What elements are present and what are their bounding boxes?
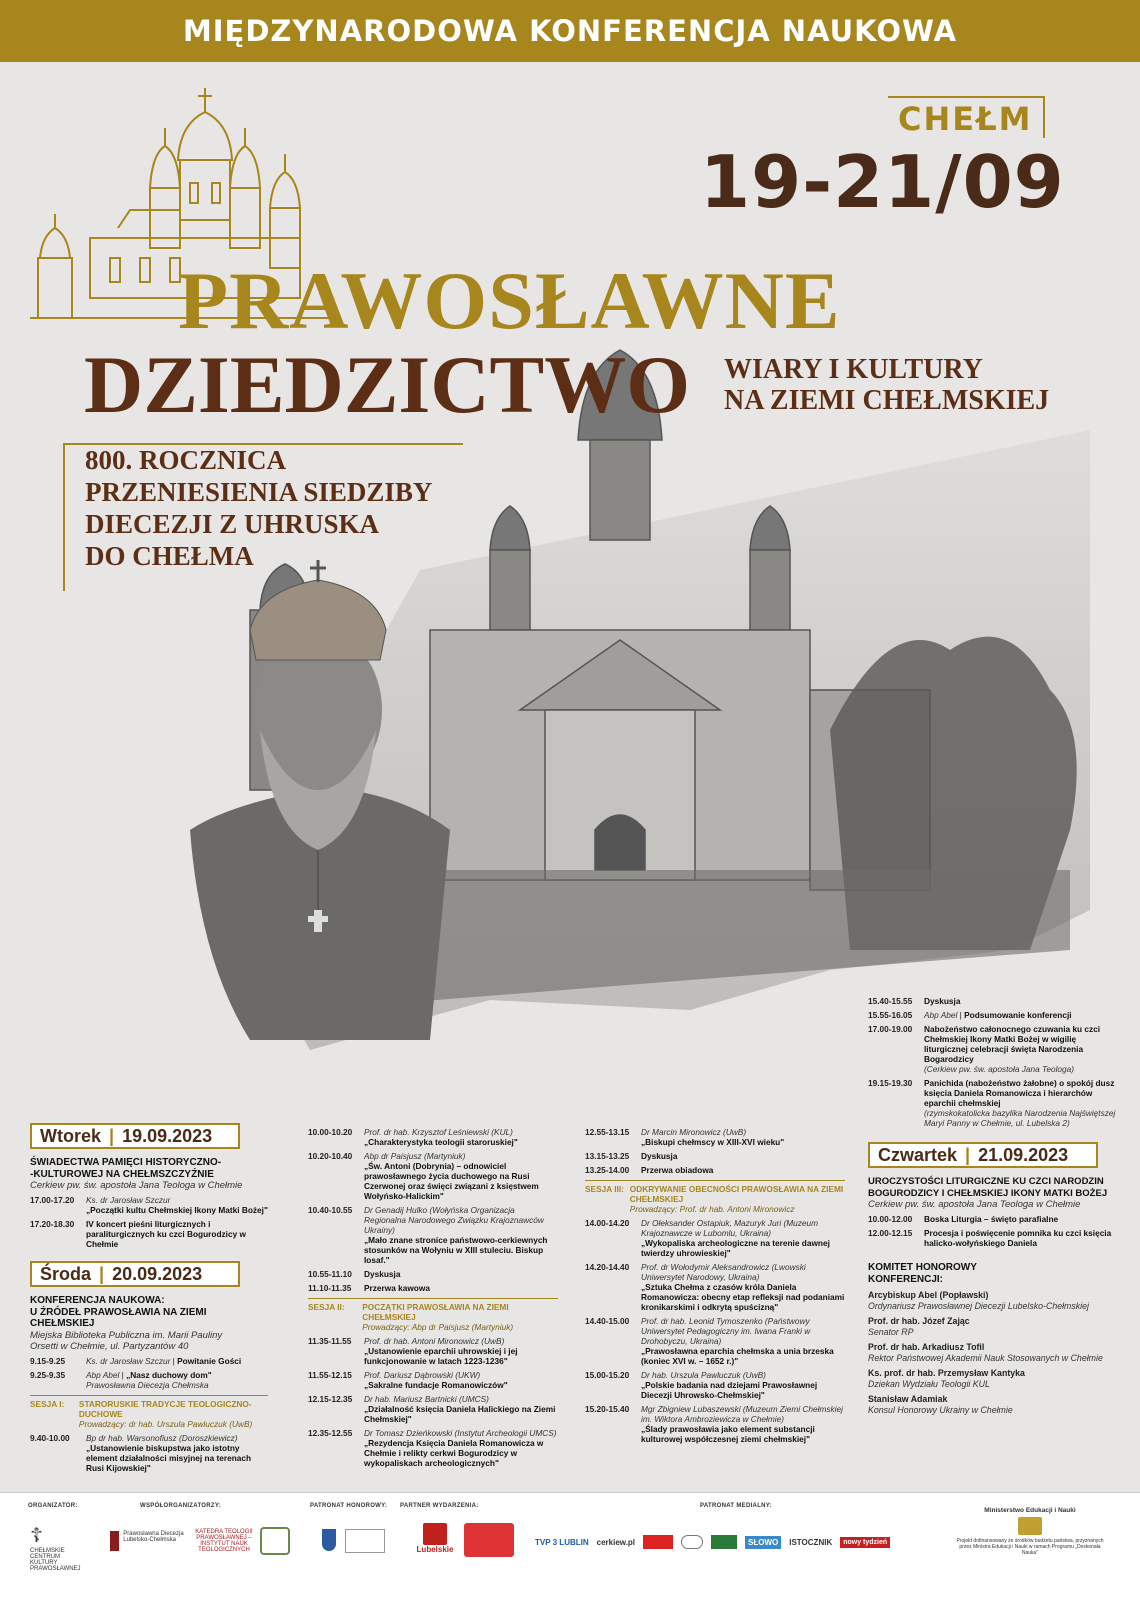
item-speaker: Dr hab. Urszula Pawluczuk (UwB)	[641, 1370, 766, 1380]
item-time: 19.15-19.30	[868, 1078, 913, 1088]
program-item: 9.25-9.35 Abp Abel | „Nasz duchowy dom" Prawosławna Diecezja Chełmska	[30, 1369, 212, 1390]
committee-member	[868, 1342, 1120, 1363]
item-speaker: Abp Abel	[86, 1369, 120, 1380]
top-banner: MIĘDZYNARODOWA KONFERENCJA NAUKOWA	[0, 0, 1140, 62]
item-title: „Polskie badania nad dziejami Prawosławnej Diecezji Uhrowsko-Chełmskiej"	[641, 1380, 818, 1400]
member-role: Konsul Honorowy Ukrainy w Chełmie	[868, 1404, 1013, 1415]
media-logo-icon	[711, 1535, 737, 1549]
program-item	[308, 1428, 558, 1468]
member-name: Prof. dr hab. Arkadiusz Tofil	[868, 1342, 985, 1352]
coat-of-arms-icon	[322, 1529, 336, 1551]
title-line-1: PRAWOSŁAWNE	[178, 255, 841, 346]
program-item	[308, 1151, 558, 1201]
organizer-logo: ☦ CHEŁMSKIE CENTRUM KULTURY PRAWOSŁAWNEJ	[30, 1525, 81, 1572]
item-time: 14.40-15.00	[585, 1316, 630, 1326]
honorary-logo	[345, 1529, 385, 1553]
event-dates: 19-21/09	[700, 140, 1065, 224]
item-time: 14.20-14.40	[585, 1262, 630, 1272]
session-label: SESJA II:	[308, 1302, 345, 1312]
column-2	[308, 1123, 558, 1468]
item-title: Dyskusja	[364, 1269, 401, 1279]
item-title: „Działalność księcia Daniela Halickiego na Ziemi Chełmskiej"	[364, 1404, 556, 1424]
section-title: U ŹRÓDEŁ PRAWOSŁAWIA NA ZIEMI CHEŁMSKIEJ	[30, 1306, 207, 1329]
item-time: 15.20-15.40	[585, 1404, 630, 1414]
program-item	[30, 1195, 268, 1215]
item-title: Procesja i poświęcenie pomnika ku czci księcia halicko-wołyńskiego Daniela	[924, 1228, 1112, 1248]
footer-label: ORGANIZATOR:	[28, 1503, 78, 1509]
item-time: 10.55-11.10	[308, 1269, 352, 1279]
media-logo: cerkiew.pl	[596, 1537, 636, 1547]
item-speaker: Ks. dr Jarosław Szczur	[86, 1195, 171, 1205]
item-title: „Początki kultu Chełmskiej Ikony Matki Bożej"	[86, 1205, 268, 1215]
item-title: „Biskupi chełmscy w XIII-XVI wieku"	[641, 1137, 785, 1147]
anniv-line: PRZENIESIENIA SIEDZIBY	[85, 477, 433, 507]
partner-logo-2	[464, 1523, 514, 1557]
session-header	[585, 1180, 845, 1214]
item-title: „Sztuka Chełma z czasów króla Daniela Romanowicza: obecny etap refleksji nad podaniami kronikarskimi i odkrytą spuścizną"	[641, 1282, 845, 1312]
program-item	[868, 1078, 1120, 1128]
item-time: 10.00-12.00	[868, 1214, 913, 1224]
member-name: Ks. prof. dr hab. Przemysław Kantyka	[868, 1368, 1025, 1378]
item-time: 9.25-9.35	[30, 1369, 66, 1380]
venue: Cerkiew pw. św. apostoła Jana Teologa w Chełmie	[868, 1199, 1081, 1210]
program-item	[308, 1336, 558, 1366]
item-time: 17.00-17.20	[30, 1195, 75, 1205]
column-1	[30, 1123, 268, 1473]
item-time: 15.00-15.20	[585, 1370, 630, 1380]
item-speaker: Prof. dr hab. Leonid Tymoszenko (Państwowy Uniwersytet Pedagogiczny im. Iwana Franki w Drohobyczu, Ukraina)	[641, 1316, 811, 1346]
day-name: Czwartek	[878, 1144, 958, 1165]
session-title: POCZĄTKI PRAWOSŁAWIA NA ZIEMI CHEŁMSKIEJ	[362, 1302, 509, 1322]
item-title: „Nasz duchowy dom"	[126, 1369, 212, 1380]
item-speaker: Dr Marcin Mironowicz (UwB)	[641, 1127, 747, 1137]
item-time: 9.40-10.00	[30, 1432, 70, 1443]
session-title: STARORUSKIE TRADYCJE TEOLOGICZNO-DUCHOWE	[78, 1398, 252, 1419]
item-title: „Ślady prawosławia jako element substancji kulturowej współczesnej ziemi chełmskiej"	[641, 1424, 815, 1444]
venue: Miejska Biblioteka Publiczna im. Marii Pauliny	[30, 1329, 223, 1341]
item-title: Panichida (nabożeństwo żałobne) o spokój dusz księcia Daniela Romanowicza i hierarchów eparchii chełmskiej	[924, 1078, 1115, 1108]
coorganizer-logo	[195, 1529, 253, 1553]
anniv-line: DIECEZJI Z UHRUSKA	[85, 509, 380, 539]
item-time: 15.55-16.05	[868, 1010, 913, 1020]
footer-label: PATRONAT MEDIALNY:	[700, 1503, 772, 1509]
title-line-3b: NA ZIEMI CHEŁMSKIEJ	[724, 385, 1050, 416]
program-item	[585, 1262, 845, 1312]
item-speaker: Abp Abel	[924, 1010, 958, 1020]
ministry-logo	[955, 1507, 1105, 1556]
logo-text: Lubelskie	[416, 1545, 454, 1554]
program-item	[868, 1214, 1120, 1224]
logo-text: Ministerstwo Edukacji i Nauki	[984, 1507, 1076, 1514]
section-title: BOGURODZICY I CHEŁMSKIEJ IKONY MATKI BOŻEJ	[868, 1187, 1108, 1199]
item-time: 12.15-12.35	[308, 1394, 353, 1404]
item-venue: (Cerkiew pw. św. apostoła Jana Teologa)	[924, 1064, 1075, 1074]
item-time: 10.20-10.40	[308, 1151, 353, 1161]
member-role: Dziekan Wydziału Teologii KUL	[868, 1378, 990, 1389]
session-header	[30, 1395, 268, 1429]
session-label: SESJA I:	[30, 1398, 65, 1409]
item-title: „Charakterystyka teologii staroruskiej"	[364, 1137, 518, 1147]
day-date: 19.09.2023	[122, 1125, 213, 1146]
program-item	[585, 1370, 845, 1400]
committee-title: KONFERENCJI:	[868, 1273, 944, 1285]
item-venue: (rzymskokatolicka bazylika Narodzenia Najświętszej Maryi Panny w Chełmie, ul. Lubelska 2)	[924, 1108, 1116, 1128]
item-title: Dyskusja	[641, 1151, 678, 1161]
committee-member	[868, 1316, 1120, 1337]
item-title: „Ustanowienie biskupstwa jako istotny element działalności misyjnej na terenach Rusi Kijowskiej"	[86, 1442, 252, 1473]
item-time: 13.25-14.00	[585, 1165, 630, 1175]
ministry-emblem-icon	[1018, 1517, 1042, 1535]
title-line-3a: WIARY I KULTURY	[724, 354, 983, 385]
committee-member	[868, 1394, 1120, 1415]
item-time: 17.00-19.00	[868, 1024, 913, 1034]
item-time: 13.15-13.25	[585, 1151, 630, 1161]
item-time: 11.10-11.35	[308, 1283, 352, 1293]
program-item	[585, 1218, 845, 1258]
item-speaker: Prof. dr Wołodymir Aleksandrowicz (Lwowski Uniwersytet Narodowy, Ukraina)	[641, 1262, 806, 1282]
title-line-2: DZIEDZICTWO	[84, 339, 691, 430]
item-time: 14.00-14.20	[585, 1218, 630, 1228]
item-title: „Św. Antoni (Dobrynia) – odnowiciel prawosławnego życia duchowego na Rusi Czerwonej oraz święci związani z księstwem Wołyńsko-Halickim"	[364, 1161, 539, 1201]
program-item	[308, 1394, 558, 1424]
item-title: Podsumowanie konferencji	[964, 1010, 1072, 1020]
footer-label: WSPÓŁORGANIZATORZY:	[140, 1503, 222, 1509]
item-speaker: Dr Tomasz Dzieńkowski (Instytut Archeologii UMCS)	[364, 1428, 557, 1438]
section-title: ŚWIADECTWA PAMIĘCI HISTORYCZNO-	[30, 1157, 222, 1168]
media-logo-icon	[681, 1535, 703, 1549]
partner-logo	[410, 1523, 460, 1554]
item-speaker: Mgr Zbigniew Lubaszewski (Muzeum Ziemi Chełmskiej im. Wiktora Ambroziewicza w Chełmie)	[641, 1404, 843, 1424]
program-item	[30, 1433, 268, 1473]
logo-text: KATEDRA TEOLOGII PRAWOSŁAWNEJ – INSTYTUT NAUK TEOLOGICZNYCH	[195, 1529, 253, 1553]
committee-member	[868, 1290, 1120, 1311]
day-name: Środa	[40, 1263, 92, 1284]
column-3	[585, 1123, 845, 1444]
program-item	[308, 1283, 558, 1293]
item-title: IV koncert pieśni liturgicznych i paraliturgicznych ku czci Bogurodzicy w Chełmie	[86, 1219, 246, 1249]
day-header-tuesday: Wtorek | 19.09.2023	[30, 1123, 240, 1149]
logo-text: Prawosławna Diecezja Lubelsko-Chełmska	[123, 1531, 184, 1543]
program-item	[585, 1151, 845, 1161]
member-role: Rektor Państwowej Akademii Nauk Stosowanych w Chełmie	[868, 1352, 1103, 1363]
item-time: 9.15-9.25	[30, 1355, 66, 1366]
member-name: Prof. dr hab. Józef Zając	[868, 1316, 970, 1326]
program-item	[308, 1269, 558, 1279]
program-item	[585, 1127, 845, 1147]
program-item	[868, 1024, 1120, 1074]
logo-note: Projekt dofinansowany ze środków budżetu państwa, przyznanych przez Ministra Edukacji i Nauki w ramach Programu „Doskonała Nauka"	[956, 1538, 1104, 1556]
program-item: 9.15-9.25 Ks. dr Jarosław Szczur | Powitanie Gości	[30, 1355, 242, 1366]
item-title: „Wykopaliska archeologiczne na terenie dawnej twierdzy uhrowieskiej"	[641, 1238, 830, 1258]
program-item	[585, 1404, 845, 1444]
logo-text: CHEŁMSKIE CENTRUM KULTURY PRAWOSŁAWNEJ	[30, 1548, 81, 1572]
item-title: Boska Liturgia – święto parafialne	[924, 1214, 1059, 1224]
program-item: 15.55-16.05 Abp Abel | Podsumowanie konferencji	[868, 1010, 1072, 1020]
member-role: Ordynariusz Prawosławnej Diecezji Lubelsko-Chełmskiej	[868, 1300, 1089, 1311]
media-logo: SŁOWO	[745, 1536, 781, 1549]
coorganizer-logo	[110, 1531, 190, 1551]
venue: Orsetti w Chełmie, ul. Partyzantów 40	[30, 1340, 189, 1352]
item-speaker: Abp dr Paisjusz (Martyniuk)	[364, 1151, 466, 1161]
item-title: Nabożeństwo całonocnego czuwania ku czci Chełmskiej Ikony Matki Bożej w wigilię liturgicznej celebracji święta Narodzenia Bogarodzicy	[924, 1024, 1101, 1064]
media-logo: TVP 3 LUBLIN	[535, 1537, 589, 1547]
media-logo: ISTOCZNIK	[789, 1537, 833, 1547]
item-time: 17.20-18.30	[30, 1219, 75, 1229]
footer-label: PARTNER WYDARZENIA:	[400, 1503, 479, 1509]
day-date: 21.09.2023	[978, 1144, 1069, 1165]
item-speaker: Prof. dr hab. Krzysztof Leśniewski (KUL)	[364, 1127, 513, 1137]
anniv-line: DO CHEŁMA	[85, 541, 254, 571]
session-lead: Prowadzący: Prof. dr hab. Antoni Mironowicz	[629, 1204, 795, 1214]
footer-label: PATRONAT HONOROWY:	[310, 1503, 388, 1509]
day-header-wednesday: Środa | 20.09.2023	[30, 1261, 240, 1287]
item-time: 10.40-10.55	[308, 1205, 353, 1215]
day-date: 20.09.2023	[112, 1263, 203, 1284]
item-title: Powitanie Gości	[177, 1355, 242, 1366]
item-title: Przerwa obiadowa	[641, 1165, 714, 1175]
program-item	[308, 1205, 558, 1265]
program-item	[308, 1370, 558, 1390]
item-title: „Rezydencja Księcia Daniela Romanowicza w Chełmie i relikty cerkwi Bogurodzicy w wykopaliskach archeologicznych"	[364, 1438, 544, 1468]
item-speaker: Dr hab. Mariusz Bartnicki (UMCS)	[364, 1394, 489, 1404]
item-speaker: Bp dr hab. Warsonofiusz (Doroszkiewicz)	[86, 1432, 238, 1443]
item-time: 11.35-11.55	[308, 1336, 352, 1346]
program-item	[868, 996, 1120, 1006]
committee-list	[868, 1290, 1120, 1415]
committee-member	[868, 1368, 1120, 1389]
item-title: „Ustanowienie eparchii uhrowskiej i jej funkcjonowanie w latach 1223-1236"	[364, 1346, 518, 1366]
item-speaker: Ks. dr Jarosław Szczur	[86, 1355, 171, 1366]
session-label: SESJA III:	[585, 1184, 624, 1194]
section-title: -KULTUROWEJ NA CHEŁMSZCZYŹNIE	[30, 1168, 214, 1180]
session-header	[308, 1298, 558, 1332]
item-title: „Sakralne fundacje Romanowiczów"	[364, 1380, 508, 1390]
member-role: Senator RP	[868, 1326, 914, 1337]
session-lead: Prowadzący: Abp dr Paisjusz (Martyniuk)	[362, 1322, 514, 1332]
item-note: Prawosławna Diecezja Chełmska	[86, 1379, 209, 1390]
item-time: 12.35-12.55	[308, 1428, 353, 1438]
coorganizer-icon	[260, 1527, 290, 1555]
item-title: Przerwa kawowa	[364, 1283, 430, 1293]
media-logos	[535, 1535, 890, 1549]
session-title: ODKRYWANIE OBECNOŚCI PRAWOSŁAWIA NA ZIEMI CHEŁMSKIEJ	[629, 1184, 844, 1204]
item-time: 11.55-12.15	[308, 1370, 352, 1380]
title-line-3	[724, 354, 1114, 416]
item-time: 15.40-15.55	[868, 996, 913, 1006]
day-header-thursday: Czwartek | 21.09.2023	[868, 1142, 1098, 1168]
item-speaker: Prof. dr hab. Antoni Mironowicz (UwB)	[364, 1336, 505, 1346]
section-title: UROCZYSTOŚCI LITURGICZNE KU CZCI NARODZIN	[868, 1176, 1104, 1187]
item-time: 10.00-10.20	[308, 1127, 353, 1137]
media-logo: nowy tydzień	[840, 1537, 890, 1548]
day-name: Wtorek	[40, 1125, 102, 1146]
anniv-line: 800. ROCZNICA	[85, 445, 287, 475]
section-title: KONFERENCJA NAUKOWA:	[30, 1295, 165, 1306]
item-title: Dyskusja	[924, 996, 961, 1006]
program-item	[30, 1219, 268, 1249]
item-title: „Prawosławna eparchia chełmska a unia brzeska (koniec XVI w. – 1652 r.)"	[641, 1346, 834, 1366]
item-time: 12.00-12.15	[868, 1228, 913, 1238]
item-title: „Mało znane stronice państwowo-cerkiewnych stosunków na Wołyniu w XIII stuleciu. Biskup Iosaf."	[364, 1235, 548, 1265]
member-name: Stanisław Adamiak	[868, 1394, 948, 1404]
member-name: Arcybiskup Abel (Popławski)	[868, 1290, 989, 1300]
item-speaker: Dr Genadij Hulko (Wołyńska Organizacja Regionalna Narodowego Związku Krajoznawców Ukrainy)	[364, 1205, 544, 1235]
item-speaker: Prof. Dariusz Dąbrowski (UKW)	[364, 1370, 481, 1380]
venue: Cerkiew pw. św. apostoła Jana Teologa w Chełmie	[30, 1180, 243, 1191]
item-speaker: Dr Ołeksander Ostapiuk, Mazuryk Juri (Muzeum Krajoznawcze w Lubomlu, Ukraina)	[641, 1218, 819, 1238]
anniversary-box	[63, 443, 463, 591]
program-item	[308, 1127, 558, 1147]
committee-title: KOMITET HONOROWY	[868, 1262, 977, 1273]
program-item	[868, 1228, 1120, 1248]
session-lead: Prowadzący: dr hab. Urszula Pawluczuk (UwB)	[78, 1418, 253, 1429]
item-time: 12.55-13.15	[585, 1127, 630, 1137]
column-4	[868, 992, 1120, 1415]
footer-logos	[0, 1492, 1140, 1612]
program-item	[585, 1316, 845, 1366]
media-logo-icon	[643, 1535, 673, 1549]
program-item	[585, 1165, 845, 1175]
city-label: CHEŁM	[888, 96, 1045, 138]
